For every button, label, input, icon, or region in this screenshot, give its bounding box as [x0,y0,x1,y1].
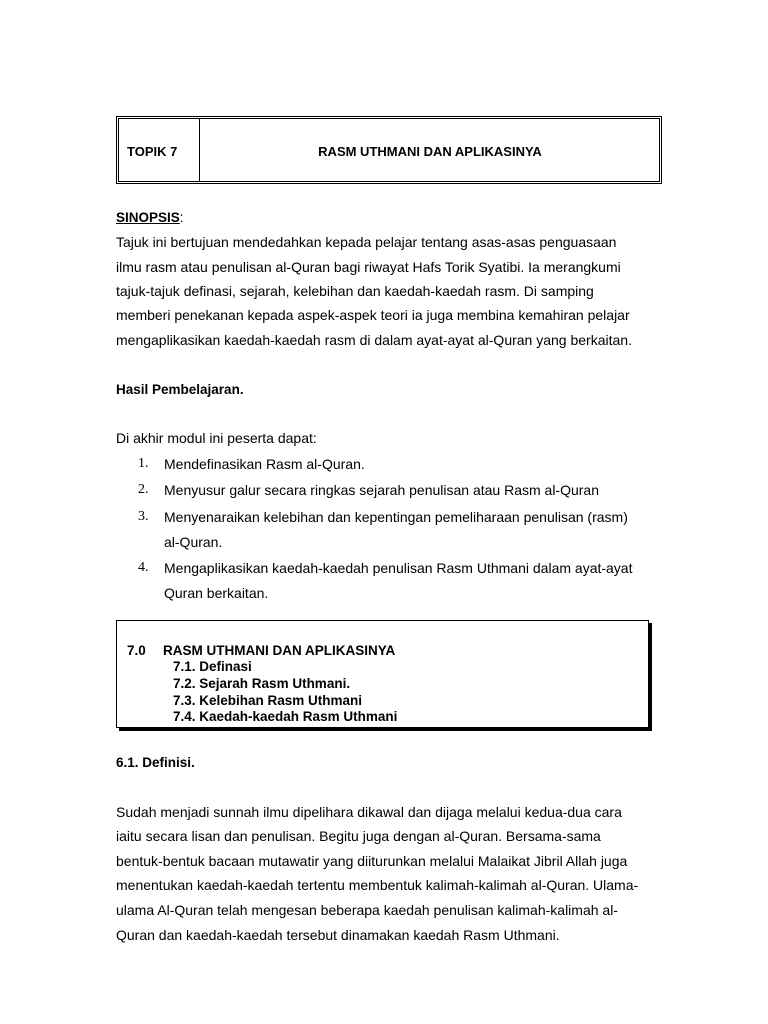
outcome-text: Mengaplikasikan kaedah-kaedah penulisan Rasm Uthmani dalam ayat-ayat [164,560,633,576]
outcome-text: Quran berkaitan. [164,585,269,601]
contents-number: 7.0 [127,643,146,658]
contents-subsection: 7.2. Sejarah Rasm Uthmani. [173,676,351,691]
outcome-number: 1. [138,456,149,471]
definition-line: Sudah menjadi sunnah ilmu dipelihara dikawal dan dijaga melalui kedua-dua cara [116,804,622,820]
synopsis-line: mengaplikasikan kaedah-kaedah rasm di dalam ayat-ayat al-Quran yang berkaitan. [116,332,632,348]
outcome-text: Menyusur galur secara ringkas sejarah penulisan atau Rasm al-Quran [164,482,599,498]
topic-number: TOPIK 7 [127,144,178,159]
synopsis-heading-row [116,210,184,225]
synopsis-line: memberi penekanan kepada aspek-aspek teori ia juga membina kemahiran pelajar [116,307,630,323]
topic-title: RASM UTHMANI DAN APLIKASINYA [318,144,542,159]
synopsis-line: tajuk-tajuk definasi, sejarah, kelebihan dan kaedah-kaedah rasm. Di samping [116,283,594,299]
definition-line: bentuk-bentuk bacaan mutawatir yang diiturunkan melalui Malaikat Jibril Allah juga [116,853,628,869]
outcome-number: 4. [138,560,149,575]
contents-title: RASM UTHMANI DAN APLIKASINYA [163,643,396,658]
synopsis-heading: SINOPSIS [116,210,180,225]
topic-header-box [116,116,662,184]
definition-heading: 6.1. Definisi. [116,755,195,770]
outcomes-intro: Di akhir modul ini peserta dapat: [116,430,317,446]
definition-line: ulama Al-Quran telah mengesan beberapa kaedah penulisan kalimah-kalimah al- [116,902,618,918]
outcome-text: Menyenaraikan kelebihan dan kepentingan pemeliharaan penulisan (rasm) [164,509,628,525]
definition-line: menentukan kaedah-kaedah tertentu membentuk kalimah-kalimah al-Quran. Ulama- [116,877,639,893]
outcome-number: 2. [138,482,149,497]
contents-subsection: 7.3. Kelebihan Rasm Uthmani [173,693,363,708]
outcomes-heading: Hasil Pembelajaran. [116,382,244,397]
synopsis-line: Tajuk ini bertujuan mendedahkan kepada pelajar tentang asas-asas penguasaan [116,234,617,250]
contents-box [116,620,649,728]
synopsis-colon: : [179,210,184,225]
contents-subsection: 7.1. Definasi [173,659,252,674]
contents-subsection: 7.4. Kaedah-kaedah Rasm Uthmani [173,709,398,724]
synopsis-line: ilmu rasm atau penulisan al-Quran bagi riwayat Hafs Torik Syatibi. Ia merangkumi [116,259,621,275]
outcome-text: al-Quran. [164,534,223,550]
outcome-text: Mendefinasikan Rasm al-Quran. [164,456,365,472]
definition-line: Quran dan kaedah-kaedah tersebut dinamakan kaedah Rasm Uthmani. [116,927,560,943]
topic-header-divider [199,119,200,181]
outcome-number: 3. [138,509,149,524]
definition-line: iaitu secara lisan dan penulisan. Begitu juga dengan al-Quran. Bersama-sama [116,828,601,844]
